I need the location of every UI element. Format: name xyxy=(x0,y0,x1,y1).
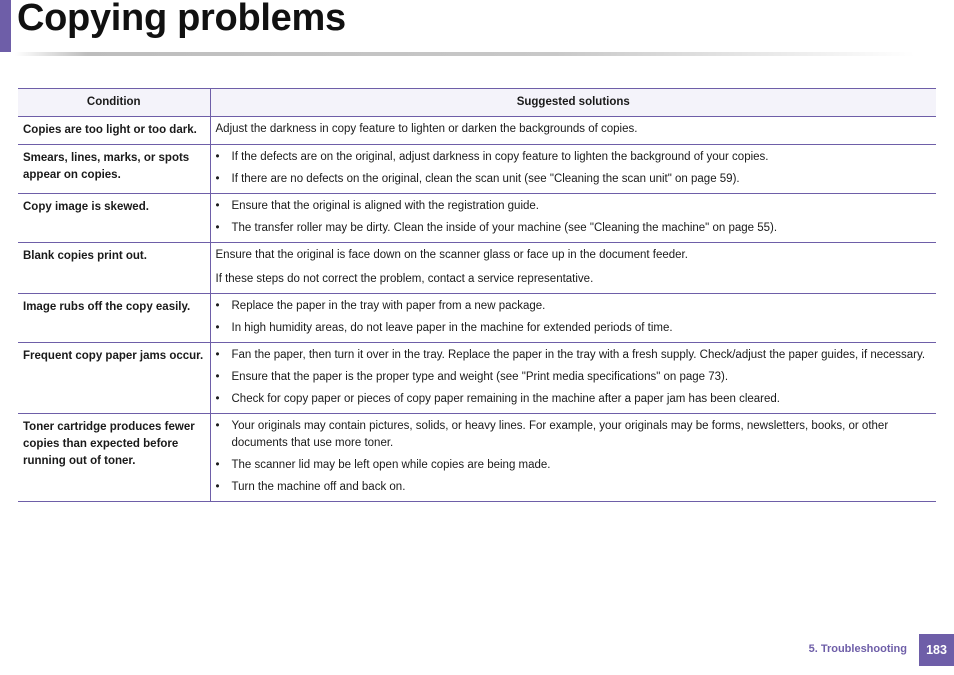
solution-text: Fan the paper, then turn it over in the tray. Replace the paper in the tray with a fresh supply. Check/adjust the paper guides, if necessary. xyxy=(231,349,926,361)
troubleshooting-table-container xyxy=(18,88,936,502)
solution-text: Your originals may contain pictures, solids, or heavy lines. For example, your originals may be forms, newsletters, books, or other documents that use more toner. xyxy=(231,420,889,449)
condition-cell: Frequent copy paper jams occur. xyxy=(18,343,210,414)
condition-cell: Smears, lines, marks, or spots appear on copies. xyxy=(18,145,210,194)
bullet-icon: • xyxy=(215,393,220,405)
table-row xyxy=(18,294,936,343)
list-item xyxy=(216,418,929,452)
solution-cell xyxy=(210,343,936,414)
condition-cell: Image rubs off the copy easily. xyxy=(18,294,210,343)
bullet-icon: • xyxy=(215,459,220,471)
solution-text: If there are no defects on the original, clean the scan unit (see "Cleaning the scan unit" on page 59). xyxy=(231,173,740,185)
table-row xyxy=(18,243,936,294)
solution-text: Ensure that the original is aligned with the registration guide. xyxy=(231,200,539,212)
solution-text: Replace the paper in the tray with paper from a new package. xyxy=(231,300,546,312)
list-item xyxy=(216,320,929,337)
solution-cell xyxy=(210,117,936,145)
table-row xyxy=(18,145,936,194)
bullet-icon: • xyxy=(215,222,220,234)
solution-cell xyxy=(210,145,936,194)
bullet-icon: • xyxy=(215,349,220,361)
condition-cell: Copy image is skewed. xyxy=(18,194,210,243)
list-item xyxy=(216,198,929,215)
bullet-icon: • xyxy=(215,371,220,383)
column-header-condition: Condition xyxy=(18,89,210,117)
solution-list xyxy=(216,198,929,237)
solution-list xyxy=(216,347,929,408)
solution-text: In high humidity areas, do not leave paper in the machine for extended periods of time. xyxy=(231,322,673,334)
list-item xyxy=(216,479,929,496)
bullet-icon: • xyxy=(215,173,220,185)
solution-cell xyxy=(210,294,936,343)
condition-cell: Blank copies print out. xyxy=(18,243,210,294)
table-row xyxy=(18,414,936,502)
table-row xyxy=(18,343,936,414)
page-title: Copying problems xyxy=(17,0,346,39)
bullet-icon: • xyxy=(215,200,220,212)
solution-paragraph: Ensure that the original is face down on the scanner glass or face up in the document feeder. xyxy=(215,249,688,261)
title-accent-bar xyxy=(0,0,11,52)
bullet-icon: • xyxy=(215,481,220,493)
solution-text: Ensure that the paper is the proper type and weight (see "Print media specifications" on page 73). xyxy=(231,371,729,383)
solution-cell xyxy=(210,194,936,243)
solution-text: The transfer roller may be dirty. Clean the inside of your machine (see "Cleaning the machine" on page 55). xyxy=(231,222,778,234)
solution-text: Check for copy paper or pieces of copy paper remaining in the machine after a paper jam has been cleared. xyxy=(231,393,780,405)
table-header-row xyxy=(18,89,936,117)
list-item xyxy=(216,457,929,474)
footer-section-label: 5. Troubleshooting xyxy=(808,643,907,655)
list-item xyxy=(216,220,929,237)
solution-text: The scanner lid may be left open while copies are being made. xyxy=(231,459,551,471)
list-item xyxy=(216,369,929,386)
condition-cell: Copies are too light or too dark. xyxy=(18,117,210,145)
list-item xyxy=(216,171,929,188)
solution-paragraph: Adjust the darkness in copy feature to lighten or darken the backgrounds of copies. xyxy=(215,123,638,135)
list-item xyxy=(216,347,929,364)
solution-list xyxy=(216,298,929,337)
list-item xyxy=(216,391,929,408)
condition-cell: Toner cartridge produces fewer copies than expected before running out of toner. xyxy=(18,414,210,502)
bullet-icon: • xyxy=(215,322,220,334)
bullet-icon: • xyxy=(215,300,220,312)
solution-text: Turn the machine off and back on. xyxy=(231,481,406,493)
page-number-badge: 183 xyxy=(919,634,954,666)
title-divider xyxy=(15,52,915,56)
solution-text: If the defects are on the original, adjust darkness in copy feature to lighten the background of your copies. xyxy=(231,151,769,163)
bullet-icon: • xyxy=(215,420,220,432)
bullet-icon: • xyxy=(215,151,220,163)
solution-paragraph: If these steps do not correct the problem, contact a service representative. xyxy=(215,273,594,285)
list-item xyxy=(216,298,929,315)
list-item xyxy=(216,149,929,166)
column-header-solutions: Suggested solutions xyxy=(210,89,936,117)
solution-list xyxy=(216,418,929,496)
table-body xyxy=(18,117,936,502)
solution-cell xyxy=(210,414,936,502)
solution-cell xyxy=(210,243,936,294)
table-row xyxy=(18,194,936,243)
troubleshooting-table xyxy=(18,88,936,502)
solution-list xyxy=(216,149,929,188)
table-row xyxy=(18,117,936,145)
